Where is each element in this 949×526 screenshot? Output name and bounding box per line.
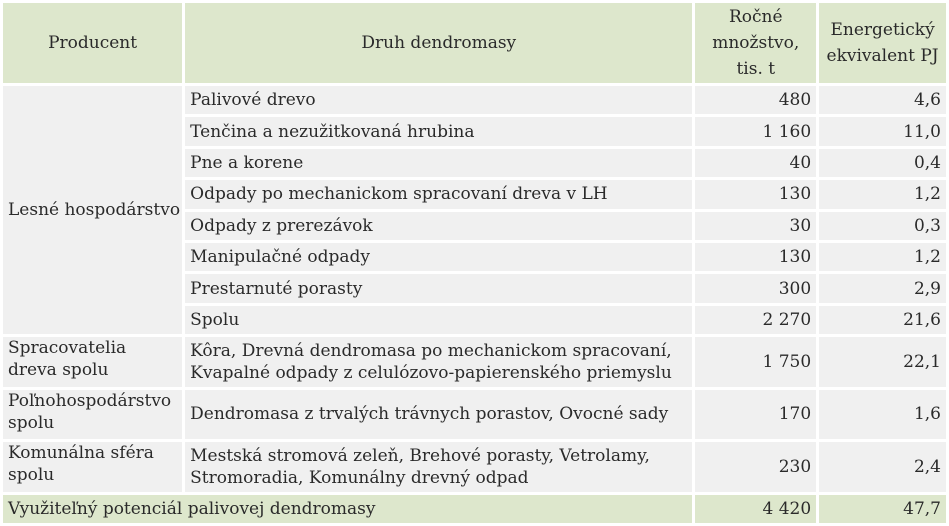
type-cell: Tenčina a nezužitkovaná hrubina xyxy=(185,117,692,145)
energy-cell: 1,2 xyxy=(819,243,946,271)
type-cell: Spolu xyxy=(185,306,692,334)
energy-cell: 1,6 xyxy=(819,390,946,439)
amount-cell: 230 xyxy=(695,442,816,491)
total-amount: 4 420 xyxy=(695,495,816,523)
amount-cell: 170 xyxy=(695,390,816,439)
total-label: Využiteľný potenciál palivovej dendromasy xyxy=(3,495,692,523)
energy-cell: 11,0 xyxy=(819,117,946,145)
header-energy: Energetický ekvivalent PJ xyxy=(819,3,946,83)
energy-cell: 0,4 xyxy=(819,149,946,177)
producer-wood-processors: Spracovatelia dreva spolu xyxy=(3,337,182,386)
type-cell: Manipulačné odpady xyxy=(185,243,692,271)
energy-cell: 2,9 xyxy=(819,274,946,302)
total-row xyxy=(3,495,946,523)
header-producer: Producent xyxy=(3,3,182,83)
type-cell: Odpady z prerezávok xyxy=(185,212,692,240)
type-cell: Odpady po mechanickom spracovaní dreva v LH xyxy=(185,180,692,208)
header-row xyxy=(3,3,946,83)
amount-cell: 1 160 xyxy=(695,117,816,145)
table-row xyxy=(3,442,946,491)
producer-municipal: Komunálna sféra spolu xyxy=(3,442,182,491)
energy-cell: 2,4 xyxy=(819,442,946,491)
type-cell: Prestarnuté porasty xyxy=(185,274,692,302)
amount-cell: 2 270 xyxy=(695,306,816,334)
table-row xyxy=(3,390,946,439)
producer-forestry: Lesné hospodárstvo xyxy=(3,86,182,334)
table-row xyxy=(3,86,946,114)
header-type: Druh dendromasy xyxy=(185,3,692,83)
energy-cell: 4,6 xyxy=(819,86,946,114)
energy-cell: 21,6 xyxy=(819,306,946,334)
amount-cell: 480 xyxy=(695,86,816,114)
amount-cell: 130 xyxy=(695,180,816,208)
type-cell: Kôra, Drevná dendromasa po mechanickom spracovaní, Kvapalné odpady z celulózovo-papierenského priemyslu xyxy=(185,337,692,386)
energy-cell: 1,2 xyxy=(819,180,946,208)
amount-cell: 1 750 xyxy=(695,337,816,386)
type-cell: Mestská stromová zeleň, Brehové porasty, Vetrolamy, Stromoradia, Komunálny drevný odpad xyxy=(185,442,692,491)
total-energy: 47,7 xyxy=(819,495,946,523)
energy-cell: 0,3 xyxy=(819,212,946,240)
amount-cell: 40 xyxy=(695,149,816,177)
amount-cell: 300 xyxy=(695,274,816,302)
header-amount: Ročné množstvo, tis. t xyxy=(695,3,816,83)
type-cell: Pne a korene xyxy=(185,149,692,177)
type-cell: Palivové drevo xyxy=(185,86,692,114)
amount-cell: 130 xyxy=(695,243,816,271)
type-cell: Dendromasa z trvalých trávnych porastov, Ovocné sady xyxy=(185,390,692,439)
table-row xyxy=(3,337,946,386)
producer-agriculture: Poľnohospodárstvo spolu xyxy=(3,390,182,439)
amount-cell: 30 xyxy=(695,212,816,240)
energy-cell: 22,1 xyxy=(819,337,946,386)
